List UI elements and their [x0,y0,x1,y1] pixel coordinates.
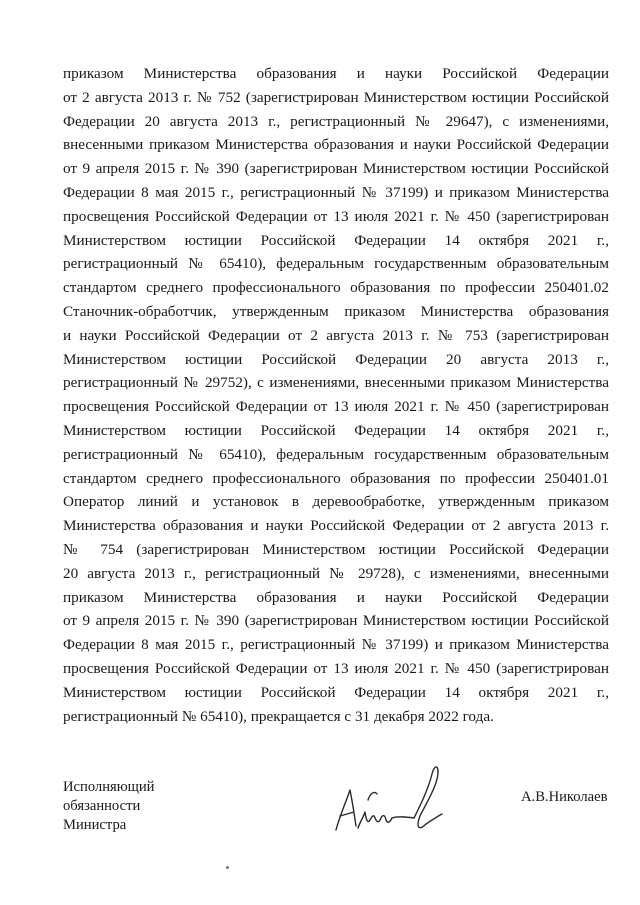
body-line: просвещения Российской Федерации от 13 июля 2021 г. № 450 (зарегистрирован [63,207,609,225]
signatory-title [63,778,155,835]
signer-name: А.В.Николаев [521,789,608,805]
signatory-title-line: Исполняющий [63,779,155,795]
body-line: внесенными приказом Министерства образования и науки Российской Федерации [63,136,609,154]
document-body [63,62,609,728]
body-line: Министерства образования и науки Российской Федерации от 2 августа 2013 г. [63,517,609,535]
body-line: регистрационный № 29752), с изменениями, внесенными приказом Министерства [63,374,609,392]
body-line: Министерством юстиции Российской Федерации 20 августа 2013 г., [63,350,609,368]
body-line: Федерации 8 мая 2015 г., регистрационный № 37199) и приказом Министерства [63,636,609,654]
body-line: от 2 августа 2013 г. № 752 (зарегистрирован Министерством юстиции Российской [63,88,609,106]
body-line: 20 августа 2013 г., регистрационный № 29728), с изменениями, внесенными [63,564,609,582]
body-line: Оператор линий и установок в деревообработке, утвержденным приказом [63,493,609,511]
body-line: стандартом среднего профессионального образования по профессии 250401.02 [63,279,609,297]
body-line: от 9 апреля 2015 г. № 390 (зарегистрирован Министерством юстиции Российской [63,160,609,178]
signatory-title-line: Министра [63,817,127,833]
body-line: Министерством юстиции Российской Федерации 14 октября 2021 г., [63,231,609,249]
body-line: просвещения Российской Федерации от 13 июля 2021 г. № 450 (зарегистрирован [63,398,609,416]
body-line: и науки Российской Федерации от 2 августа 2013 г. № 753 (зарегистрирован [63,326,609,344]
body-line: Министерством юстиции Российской Федерации 14 октября 2021 г., [63,421,609,439]
body-line: регистрационный № 65410), федеральным государственным образовательным [63,255,609,273]
body-line: Станочник-обработчик, утвержденным приказом Министерства образования [63,302,609,320]
body-line: приказом Министерства образования и науки Российской Федерации [63,588,609,606]
body-line: № 754 (зарегистрирован Министерством юстиции Российской Федерации [63,540,609,558]
body-line: регистрационный № 65410), федеральным государственным образовательным [63,445,609,463]
signatory-title-line: обязанности [63,798,141,814]
body-line: Федерации 8 мая 2015 г., регистрационный № 37199) и приказом Министерства [63,183,609,201]
body-line: Федерации 20 августа 2013 г., регистрационный № 29647), с изменениями, [63,112,609,130]
body-line-last: регистрационный № 65410), прекращается с 31 декабря 2022 года. [63,707,494,725]
body-line: просвещения Российской Федерации от 13 июля 2021 г. № 450 (зарегистрирован [63,659,609,677]
body-line: стандартом среднего профессионального образования по профессии 250401.01 [63,469,609,487]
handwritten-signature [328,760,448,840]
body-line: Министерством юстиции Российской Федерации 14 октября 2021 г., [63,683,609,701]
body-line: от 9 апреля 2015 г. № 390 (зарегистрирован Министерством юстиции Российской [63,612,609,630]
scan-speck [226,866,229,869]
body-line: приказом Министерства образования и науки Российской Федерации [63,65,609,82]
